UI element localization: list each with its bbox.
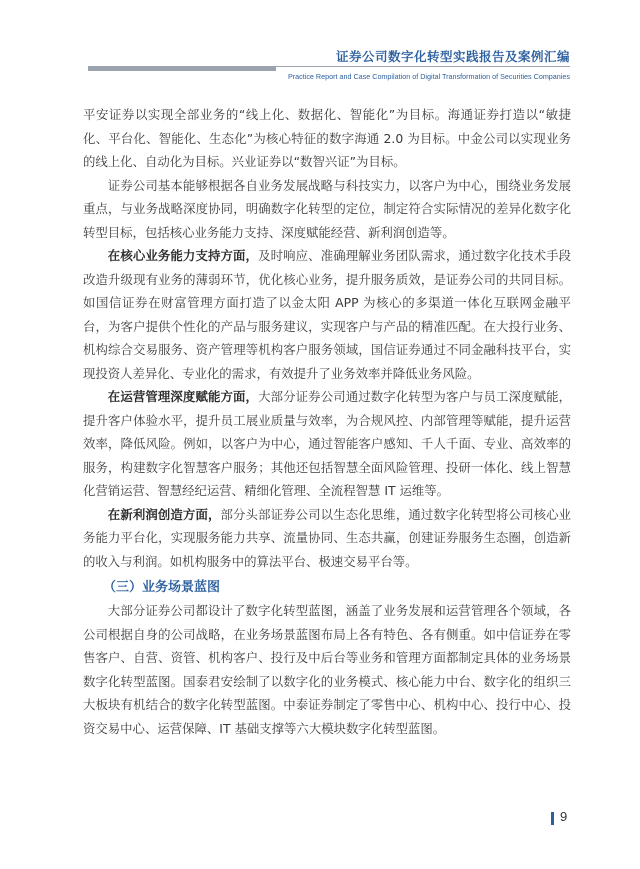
paragraph-3-text: 及时响应、准确理解业务团队需求，通过数字化技术手段改造升级现有业务的薄弱环节，优化核心业务，提升服务质效，是证券公司的共同目标。如国信证券在财富管理方面打造了以金太阳 APP 为核心的多渠道一体化互联网金融平台，为客户提供个性化的产品与服务建议，实现客户与产品的精准匹配。在大投行业务、机构综合交易服务、资产管理等机构客户服务领域，国信证券通过不同金融科技平台，实现投资人差异化、专业化的需求，有效提升了业务效率并降低业务风险。 xyxy=(83,248,572,381)
section-heading: （三）业务场景蓝图 xyxy=(103,580,221,595)
header-subtitle: Practice Report and Case Compilation of Digital Transformation of Securities Companies xyxy=(287,72,570,81)
paragraph-4-text: 大部分证券公司通过数字化转型为客户与员工深度赋能，提升客户体验水平，提升员工展业质量与效率，为合规风控、内部管理等赋能，提升运营效率，降低风险。例如，以客户为中心，通过智能客户感知、千人千面、专业、高效率的服务，构建数字化智慧客户服务；其他还包括智慧全面风险管理、投研一体化、线上智慧化营销运营、智慧经纪运营、精细化管理、全流程智慧 IT 运维等。 xyxy=(83,389,572,498)
header-bar xyxy=(88,66,276,71)
paragraph-2: 证券公司基本能够根据各自业务发展战略与科技实力，以客户为中心，围绕业务发展重点，与业务战略深度协同，明确数字化转型的定位，制定符合实际情况的差异化数字化转型目标，包括核心业务能力支持、深度赋能经营、新利润创造等。 xyxy=(83,177,571,240)
paragraph-5 xyxy=(83,503,571,574)
paragraph-6: 大部分证券公司都设计了数字化转型蓝图，涵盖了业务发展和运营管理各个领域，各公司根据自身的公司战略，在业务场景蓝图布局上各有特色、各有侧重。如中信证券在零售客户、自营、资管、机构客户、投行及中后台等业务和管理方面都制定具体的业务场景数字化转型蓝图。国泰君安绘制了以数字化的业务模式、核心能力中台、数字化的组织三大板块有机结合的数字化转型蓝图。中泰证券制定了零售中心、机构中心、投行中心、投资交易中心、运营保障、IT 基础支撑等六大模块数字化转型蓝图。 xyxy=(83,603,571,736)
paragraph-3-lead: 在核心业务能力支持方面， xyxy=(107,248,259,263)
page-body xyxy=(83,103,571,740)
paragraph-4-lead: 在运营管理深度赋能方面， xyxy=(107,389,259,404)
paragraph-5-text: 部分头部证券公司以生态化思维，通过数字化转型将公司核心业务能力平台化，实现服务能力共享、流量协同、生态共赢，创建证券服务生态圈，创造新的收入与利润。如机构服务中的算法平台、极速交易平台等。 xyxy=(83,506,571,569)
header-title: 证券公司数字化转型实践报告及案例汇编 xyxy=(335,49,570,64)
paragraph-3 xyxy=(83,244,571,385)
paragraph-4 xyxy=(83,385,571,503)
paragraph-1: 平安证券以实现全部业务的“线上化、数据化、智能化”为目标。海通证券打造以“敏捷化、平台化、智能化、生态化”为核心特征的数字海通 2.0 为目标。中金公司以实现业务的线上化、自动化为目标。兴业证券以“数智兴证”为目标。 xyxy=(83,107,571,169)
page-number-marker xyxy=(551,812,554,825)
page-number: 9 xyxy=(560,809,568,824)
paragraph-5-lead: 在新利润创造方面， xyxy=(107,506,221,522)
header-rule xyxy=(276,66,570,67)
